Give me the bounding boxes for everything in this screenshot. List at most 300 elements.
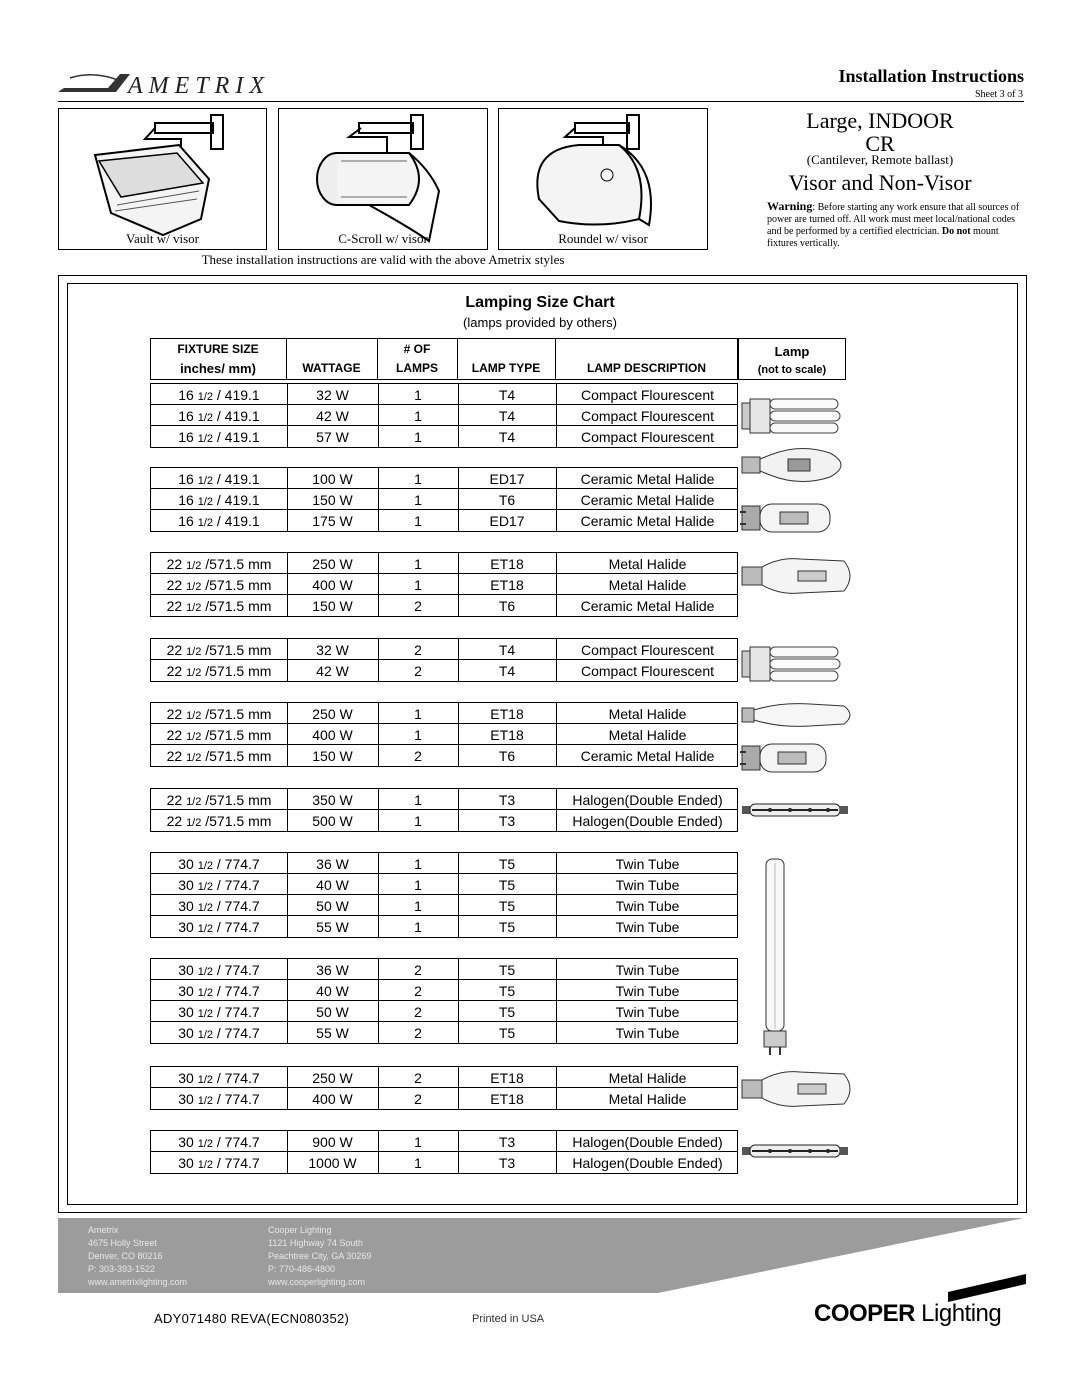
header-fixture-size <box>150 340 286 378</box>
warning-text: : Before starting any work ensure that all sources of power are turned off. All work must meet local/national codes and be performed by a certified electrician. <box>767 202 1020 237</box>
size-mm: /571.5 mm <box>205 792 272 808</box>
cell-lamp-description: Twin Tube <box>615 919 680 935</box>
lamp-group <box>150 958 738 1044</box>
cell-wattage: 350 W <box>312 792 353 808</box>
cell-lamp-description: Twin Tube <box>615 877 680 893</box>
cell-lamp-count: 1 <box>414 429 422 445</box>
cooper-brand-bold: COOPER <box>814 1300 916 1327</box>
chart-title: Lamping Size Chart <box>465 294 615 311</box>
cell-lamp-count: 1 <box>414 877 422 893</box>
table-row <box>151 405 737 426</box>
cell-fixture-size <box>151 896 287 916</box>
size-fraction: 1/2 <box>197 391 214 403</box>
header-lamp-type <box>457 340 555 378</box>
cell-lamp-description: Compact Flourescent <box>580 642 715 658</box>
table-row <box>151 810 737 831</box>
cell-lamp-description: Twin Tube <box>615 856 680 872</box>
cell-lamp-count: 2 <box>414 1070 422 1086</box>
header-wattage-label: WATTAGE <box>302 361 361 375</box>
size-mm: / 774.7 <box>216 983 260 999</box>
fixture-caption: C-Scroll w/ visor <box>338 231 428 246</box>
lamp-group <box>150 383 738 448</box>
cell-lamp-count: 2 <box>414 962 422 978</box>
size-fraction: 1/2 <box>197 433 214 445</box>
size-fraction: 1/2 <box>197 902 214 914</box>
size-inches: 22 <box>166 792 183 808</box>
header-type-label: LAMP TYPE <box>471 361 541 375</box>
size-inches: 30 <box>178 1070 194 1086</box>
cell-lamp-type: T6 <box>498 748 516 764</box>
cell-fixture-size <box>151 1153 287 1173</box>
footer-ametrix-address <box>88 1224 187 1289</box>
table-row <box>151 489 737 510</box>
header-lamps-line1: # OF <box>403 342 431 356</box>
size-mm: / 774.7 <box>216 919 260 935</box>
cell-wattage: 36 W <box>316 962 349 978</box>
table-row <box>151 510 737 531</box>
twin-tube-lamp-icon <box>760 857 790 1057</box>
cell-lamp-description: Twin Tube <box>615 1004 680 1020</box>
size-fraction: 1/2 <box>197 966 214 978</box>
table-row <box>151 574 737 595</box>
cell-wattage: 42 W <box>316 408 349 424</box>
cell-lamp-description: Ceramic Metal Halide <box>580 513 715 529</box>
cell-wattage: 250 W <box>312 556 353 572</box>
warning-label: Warning <box>767 199 813 213</box>
size-inches: 30 <box>178 877 194 893</box>
cell-lamp-count: 2 <box>414 1025 422 1041</box>
table-row <box>151 553 737 574</box>
size-inches: 16 <box>178 471 194 487</box>
size-mm: /571.5 mm <box>205 727 272 743</box>
cell-lamp-description: Twin Tube <box>615 962 680 978</box>
cell-lamp-description: Ceramic Metal Halide <box>580 492 715 508</box>
ceramic-metal-halide-t6-lamp-icon <box>740 498 850 538</box>
cell-lamp-type: ET18 <box>490 1070 524 1086</box>
cell-lamp-type: T4 <box>498 663 516 679</box>
size-fraction: 1/2 <box>197 1095 214 1107</box>
cell-wattage: 250 W <box>312 706 353 722</box>
footer-line: Denver, CO 80216 <box>88 1251 163 1261</box>
cell-fixture-size <box>151 554 287 574</box>
cell-lamp-type: T3 <box>498 1155 516 1171</box>
cell-lamp-count: 1 <box>414 727 422 743</box>
cell-fixture-size <box>151 746 287 766</box>
cell-lamp-type: ET18 <box>490 706 524 722</box>
cell-wattage: 175 W <box>312 513 353 529</box>
product-title-line4: Visor and Non-Visor <box>788 170 972 195</box>
size-inches: 22 <box>166 577 183 593</box>
cell-lamp-type: ET18 <box>490 727 524 743</box>
cell-lamp-type: T5 <box>498 919 516 935</box>
cell-lamp-description: Metal Halide <box>608 556 687 572</box>
cell-lamp-count: 1 <box>414 471 422 487</box>
cell-fixture-size <box>151 575 287 595</box>
size-mm: / 419.1 <box>216 429 260 445</box>
table-row <box>151 1067 737 1088</box>
sheet-number: Sheet 3 of 3 <box>974 89 1023 100</box>
cell-wattage: 250 W <box>312 1070 353 1086</box>
cell-fixture-size <box>151 854 287 874</box>
cell-lamp-type: T3 <box>498 1134 516 1150</box>
table-row <box>151 595 737 616</box>
cell-wattage: 36 W <box>316 856 349 872</box>
cell-fixture-size <box>151 490 287 510</box>
cell-lamp-description: Twin Tube <box>615 898 680 914</box>
cell-lamp-type: ET18 <box>490 556 524 572</box>
compact-fluorescent-lamp-icon <box>740 391 846 443</box>
size-mm: / 774.7 <box>216 1134 260 1150</box>
size-fraction: 1/2 <box>197 987 214 999</box>
printed-in: Printed in USA <box>472 1313 545 1325</box>
cell-lamp-count: 2 <box>414 1091 422 1107</box>
lamp-group <box>150 552 738 617</box>
table-row <box>151 660 737 681</box>
footer-line: 1121 Highway 74 South <box>268 1238 363 1248</box>
product-title-line3: (Cantilever, Remote ballast) <box>806 152 954 167</box>
cell-wattage: 150 W <box>312 598 353 614</box>
size-fraction: 1/2 <box>197 475 214 487</box>
size-mm: / 774.7 <box>216 1155 260 1171</box>
size-fraction: 1/2 <box>197 1159 214 1171</box>
cell-lamp-description: Metal Halide <box>608 706 687 722</box>
product-title-line1: Large, INDOOR <box>806 108 954 133</box>
size-fraction: 1/2 <box>186 581 202 593</box>
header-lamp <box>738 340 846 378</box>
cell-lamp-description: Halogen(Double Ended) <box>572 792 723 808</box>
cell-lamp-type: T5 <box>498 877 516 893</box>
header-lamp-line2: (not to scale) <box>757 364 827 376</box>
cell-lamp-type: ET18 <box>490 1091 524 1107</box>
cell-lamp-type: T4 <box>498 429 516 445</box>
cell-lamp-description: Twin Tube <box>615 983 680 999</box>
size-inches: 30 <box>178 898 194 914</box>
table-row <box>151 468 737 489</box>
warning-donot: Do not <box>941 226 971 237</box>
size-inches: 30 <box>178 1004 194 1020</box>
cell-lamp-type: T3 <box>498 792 516 808</box>
cell-lamp-description: Halogen(Double Ended) <box>572 1155 723 1171</box>
size-mm: / 774.7 <box>216 877 260 893</box>
cell-lamp-count: 2 <box>414 748 422 764</box>
header-wattage <box>286 340 377 378</box>
cell-wattage: 1000 W <box>308 1155 357 1171</box>
cell-lamp-type: T5 <box>498 1004 516 1020</box>
cell-lamp-count: 1 <box>414 898 422 914</box>
header-size-line1: FIXTURE SIZE <box>177 342 259 356</box>
size-mm: / 419.1 <box>216 492 260 508</box>
header-desc-label: LAMP DESCRIPTION <box>586 361 707 375</box>
cell-lamp-description: Halogen(Double Ended) <box>572 1134 723 1150</box>
size-mm: /571.5 mm <box>205 663 272 679</box>
size-mm: / 774.7 <box>216 898 260 914</box>
cell-lamp-count: 1 <box>414 1134 422 1150</box>
cell-lamp-type: T6 <box>498 598 516 614</box>
size-mm: /571.5 mm <box>205 556 272 572</box>
table-row <box>151 916 737 937</box>
size-mm: /571.5 mm <box>205 706 272 722</box>
cell-lamp-type: T5 <box>498 898 516 914</box>
lamp-group <box>150 788 738 832</box>
cell-lamp-count: 2 <box>414 642 422 658</box>
cell-lamp-count: 1 <box>414 813 422 829</box>
size-inches: 22 <box>166 642 183 658</box>
size-mm: / 774.7 <box>216 962 260 978</box>
cell-lamp-type: T4 <box>498 387 516 403</box>
cell-wattage: 400 W <box>312 727 353 743</box>
size-inches: 30 <box>178 1091 194 1107</box>
table-row <box>151 1152 737 1173</box>
cell-wattage: 400 W <box>312 1091 353 1107</box>
table-row <box>151 874 737 895</box>
size-inches: 30 <box>178 983 194 999</box>
cell-lamp-type: T5 <box>498 983 516 999</box>
size-mm: /571.5 mm <box>205 577 272 593</box>
fixture-caption: Vault w/ visor <box>126 231 199 246</box>
size-inches: 16 <box>178 408 194 424</box>
footer-link[interactable]: www.cooperlighting.com <box>268 1277 366 1287</box>
size-fraction: 1/2 <box>186 796 202 808</box>
size-fraction: 1/2 <box>197 496 214 508</box>
size-fraction: 1/2 <box>186 667 202 679</box>
cell-lamp-count: 1 <box>414 577 422 593</box>
cell-fixture-size <box>151 811 287 831</box>
metal-halide-et18-lamp-icon <box>740 553 860 599</box>
table-row <box>151 426 737 447</box>
compact-fluorescent-lamp-icon-2 <box>740 639 846 689</box>
size-inches: 30 <box>178 1134 194 1150</box>
size-fraction: 1/2 <box>186 731 202 743</box>
size-inches: 30 <box>178 1155 194 1171</box>
fixture-vault <box>58 108 267 250</box>
size-fraction: 1/2 <box>197 1029 214 1041</box>
cell-lamp-count: 2 <box>414 598 422 614</box>
footer-line: Cooper Lighting <box>268 1225 332 1235</box>
size-inches: 16 <box>178 513 194 529</box>
cooper-brand-light: Lighting <box>915 1300 1002 1327</box>
size-mm: /571.5 mm <box>205 748 272 764</box>
lamp-group <box>150 1130 738 1174</box>
cell-lamp-type: T4 <box>498 408 516 424</box>
warning-note <box>767 200 1025 250</box>
cell-fixture-size <box>151 1132 287 1152</box>
size-mm: / 419.1 <box>216 387 260 403</box>
size-mm: / 419.1 <box>216 513 260 529</box>
warning-tail: mount fixtures vertically. <box>767 226 999 249</box>
cell-wattage: 150 W <box>312 748 353 764</box>
header-lamps-line2: LAMPS <box>396 361 438 375</box>
cell-lamp-type: T5 <box>498 962 516 978</box>
cell-lamp-description: Compact Flourescent <box>580 408 715 424</box>
cell-lamp-count: 2 <box>414 1004 422 1020</box>
chart-subtitle: (lamps provided by others) <box>463 315 617 330</box>
cell-fixture-size <box>151 469 287 489</box>
footer-link[interactable]: www.ametrixlighting.com <box>88 1277 188 1287</box>
table-row <box>151 789 737 810</box>
ametrix-logo-text: AMETRIX <box>128 73 270 99</box>
cell-fixture-size <box>151 640 287 660</box>
cell-lamp-description: Metal Halide <box>608 577 687 593</box>
cell-lamp-count: 1 <box>414 919 422 935</box>
cell-fixture-size <box>151 725 287 745</box>
halogen-double-ended-lamp-icon <box>740 800 850 820</box>
table-row <box>151 703 737 724</box>
size-fraction: 1/2 <box>186 560 202 572</box>
cell-lamp-type: T5 <box>498 856 516 872</box>
header-lamp-line1: Lamp <box>774 344 810 359</box>
cell-fixture-size <box>151 1089 287 1109</box>
size-inches: 30 <box>178 962 194 978</box>
size-inches: 30 <box>178 856 194 872</box>
product-title-line2: CR <box>865 131 895 156</box>
ceramic-metal-halide-ed17-lamp-icon <box>740 445 860 485</box>
size-inches: 22 <box>166 663 183 679</box>
cell-lamp-type: T3 <box>498 813 516 829</box>
size-fraction: 1/2 <box>197 923 214 935</box>
size-mm: / 419.1 <box>216 471 260 487</box>
table-row <box>151 384 737 405</box>
size-inches: 16 <box>178 387 194 403</box>
ceramic-metal-halide-t6-lamp-icon-2 <box>740 738 846 778</box>
cell-lamp-description: Twin Tube <box>615 1025 680 1041</box>
metal-halide-et18-lamp-icon-3 <box>740 1066 860 1112</box>
fixture-caption: Roundel w/ visor <box>558 231 648 246</box>
size-fraction: 1/2 <box>186 710 202 722</box>
cell-lamp-count: 1 <box>414 1155 422 1171</box>
size-mm: / 774.7 <box>216 1004 260 1020</box>
cell-lamp-description: Metal Halide <box>608 727 687 743</box>
cell-wattage: 500 W <box>312 813 353 829</box>
size-fraction: 1/2 <box>197 1074 214 1086</box>
cell-fixture-size <box>151 1023 287 1043</box>
size-inches: 22 <box>166 748 183 764</box>
size-fraction: 1/2 <box>186 602 202 614</box>
cell-lamp-description: Ceramic Metal Halide <box>580 471 715 487</box>
footer-line: P: 303-393-1522 <box>88 1264 156 1274</box>
table-row <box>151 1001 737 1022</box>
cell-fixture-size <box>151 661 287 681</box>
cell-lamp-count: 1 <box>414 387 422 403</box>
footer-line: P: 770-486-4800 <box>268 1264 336 1274</box>
table-row <box>151 745 737 766</box>
cell-wattage: 50 W <box>316 1004 349 1020</box>
cell-fixture-size <box>151 960 287 980</box>
size-fraction: 1/2 <box>197 517 214 529</box>
header-rule <box>58 101 1024 102</box>
lamp-group <box>150 852 738 938</box>
cell-lamp-description: Ceramic Metal Halide <box>580 748 715 764</box>
size-fraction: 1/2 <box>197 1138 214 1150</box>
cell-wattage: 400 W <box>312 577 353 593</box>
size-fraction: 1/2 <box>197 881 214 893</box>
cell-lamp-count: 1 <box>414 792 422 808</box>
cell-wattage: 100 W <box>312 471 353 487</box>
size-fraction: 1/2 <box>186 646 202 658</box>
size-inches: 16 <box>178 429 194 445</box>
cell-lamp-count: 1 <box>414 408 422 424</box>
halogen-double-ended-lamp-icon-2 <box>740 1141 850 1161</box>
table-row <box>151 853 737 874</box>
size-mm: / 774.7 <box>216 856 260 872</box>
size-mm: / 774.7 <box>216 1091 260 1107</box>
roundel-fixture-icon <box>499 109 709 251</box>
cell-lamp-type: ED17 <box>489 471 525 487</box>
fixture-note: These installation instructions are valid with the above Ametrix styles <box>201 252 565 267</box>
size-fraction: 1/2 <box>197 1008 214 1020</box>
metal-halide-et18-lamp-icon-2 <box>740 700 860 730</box>
cell-lamp-description: Halogen(Double Ended) <box>572 813 723 829</box>
size-inches: 30 <box>178 919 194 935</box>
cell-lamp-description: Compact Flourescent <box>580 429 715 445</box>
cell-fixture-size <box>151 427 287 447</box>
table-row <box>151 959 737 980</box>
cell-fixture-size <box>151 385 287 405</box>
header-lamp-description <box>555 340 738 378</box>
cell-lamp-count: 2 <box>414 983 422 999</box>
size-mm: / 419.1 <box>216 408 260 424</box>
cell-fixture-size <box>151 511 287 531</box>
header-lamps <box>377 340 457 378</box>
cell-lamp-description: Metal Halide <box>608 1091 687 1107</box>
table-row <box>151 980 737 1001</box>
cell-lamp-type: ET18 <box>490 577 524 593</box>
size-fraction: 1/2 <box>186 817 202 829</box>
table-row <box>151 1131 737 1152</box>
cell-fixture-size <box>151 704 287 724</box>
cell-fixture-size <box>151 875 287 895</box>
lamp-group <box>150 1066 738 1110</box>
cell-wattage: 50 W <box>316 898 349 914</box>
cell-lamp-count: 1 <box>414 856 422 872</box>
cell-wattage: 57 W <box>316 429 349 445</box>
fixture-roundel <box>498 108 708 250</box>
size-fraction: 1/2 <box>197 412 214 424</box>
cell-lamp-description: Ceramic Metal Halide <box>580 598 715 614</box>
size-inches: 22 <box>166 727 183 743</box>
footer-line: 4675 Holly Street <box>88 1238 158 1248</box>
cell-wattage: 40 W <box>316 877 349 893</box>
size-mm: / 774.7 <box>216 1070 260 1086</box>
header-size-line2: inches/ mm) <box>180 361 256 376</box>
lamp-group <box>150 467 738 532</box>
cell-lamp-count: 1 <box>414 492 422 508</box>
cell-wattage: 32 W <box>316 387 349 403</box>
cell-fixture-size <box>151 596 287 616</box>
cell-fixture-size <box>151 917 287 937</box>
cell-wattage: 55 W <box>316 1025 349 1041</box>
size-inches: 22 <box>166 598 183 614</box>
cell-lamp-count: 1 <box>414 513 422 529</box>
cell-lamp-count: 1 <box>414 556 422 572</box>
footer-line: Ametrix <box>88 1225 119 1235</box>
cell-lamp-description: Compact Flourescent <box>580 387 715 403</box>
cell-lamp-type: T6 <box>498 492 516 508</box>
size-inches: 22 <box>166 556 183 572</box>
size-mm: / 774.7 <box>216 1025 260 1041</box>
installation-title: Installation Instructions <box>838 66 1024 86</box>
document-id: ADY071480 REVA(ECN080352) <box>154 1311 350 1326</box>
cooper-lighting-logo <box>814 1300 1001 1328</box>
cell-lamp-description: Compact Flourescent <box>580 663 715 679</box>
table-row <box>151 1022 737 1043</box>
cell-wattage: 900 W <box>312 1134 353 1150</box>
size-mm: /571.5 mm <box>205 813 272 829</box>
table-row <box>151 895 737 916</box>
cell-fixture-size <box>151 406 287 426</box>
table-row <box>151 1088 737 1109</box>
vault-fixture-icon <box>59 109 268 251</box>
cell-wattage: 42 W <box>316 663 349 679</box>
